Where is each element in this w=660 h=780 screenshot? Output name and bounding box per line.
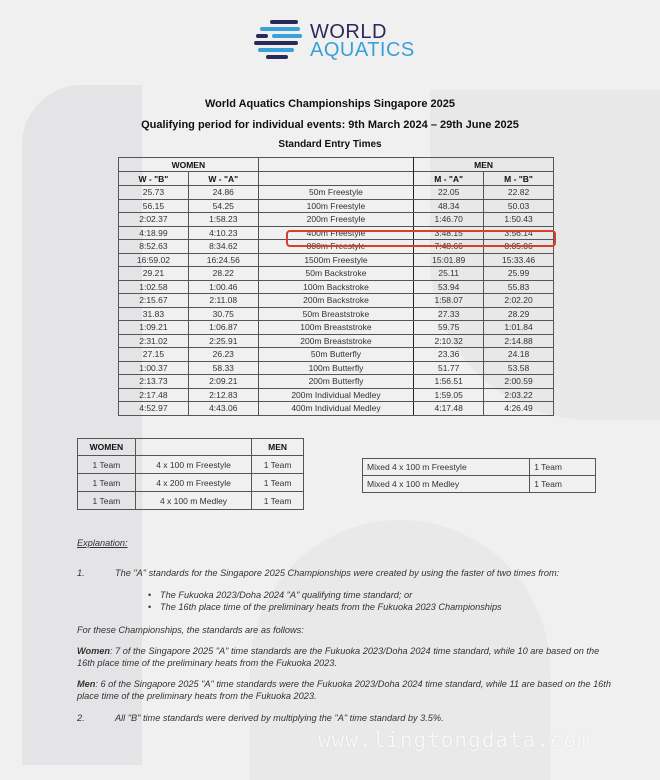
time-men-b: 22.82 bbox=[484, 186, 554, 200]
standards-row bbox=[119, 280, 554, 294]
time-women-a: 2:25.91 bbox=[188, 334, 258, 348]
time-women-b: 8:52.63 bbox=[119, 240, 189, 254]
explanation-heading: Explanation: bbox=[77, 538, 128, 548]
event-name: 50m Breaststroke bbox=[258, 307, 414, 321]
time-men-a: 51.77 bbox=[414, 361, 484, 375]
time-women-b: 2:13.73 bbox=[119, 375, 189, 389]
bullet-1 bbox=[148, 589, 608, 601]
time-men-b: 15:33.46 bbox=[484, 253, 554, 267]
time-women-b: 4:52.97 bbox=[119, 402, 189, 416]
men-standards-note bbox=[77, 678, 617, 702]
event-name: 200m Individual Medley bbox=[258, 388, 414, 402]
time-men-a: 1:58.07 bbox=[414, 294, 484, 308]
relay-women-teams: 1 Team bbox=[78, 456, 136, 474]
event-name: 100m Breaststroke bbox=[258, 321, 414, 335]
relay-men-teams: 1 Team bbox=[252, 492, 304, 510]
time-men-a: 25.11 bbox=[414, 267, 484, 281]
standards-row bbox=[119, 213, 554, 227]
time-women-b: 2:17.48 bbox=[119, 388, 189, 402]
bullet-dot-icon: • bbox=[148, 602, 152, 612]
standards-row bbox=[119, 253, 554, 267]
standards-table bbox=[118, 157, 554, 416]
mixed-relay-row bbox=[363, 476, 596, 493]
time-men-b: 1:01.84 bbox=[484, 321, 554, 335]
time-men-b: 24.18 bbox=[484, 348, 554, 362]
time-men-b: 8:05.06 bbox=[484, 240, 554, 254]
standards-row bbox=[119, 334, 554, 348]
bullet-dot-icon: • bbox=[148, 590, 152, 600]
event-header-blank bbox=[258, 158, 414, 172]
logo-text-aquatics: AQUATICS bbox=[310, 39, 415, 61]
event-name: 200m Breaststroke bbox=[258, 334, 414, 348]
men-note-text: : 6 of the Singapore 2025 "A" time standards were the Fukuoka 2023/Doha 2024 time standard, while 11 are based on the 16th place time of the preliminary heats from the Fukuoka 2023. bbox=[77, 679, 611, 701]
time-men-a: 48.34 bbox=[414, 199, 484, 213]
event-name: 1500m Freestyle bbox=[258, 253, 414, 267]
relay-women-header: WOMEN bbox=[78, 439, 136, 456]
event-header-blank bbox=[258, 172, 414, 186]
time-men-b: 3:56.14 bbox=[484, 226, 554, 240]
time-women-b: 1:00.37 bbox=[119, 361, 189, 375]
time-men-a: 22.05 bbox=[414, 186, 484, 200]
time-women-a: 26.23 bbox=[188, 348, 258, 362]
relay-men-teams: 1 Team bbox=[252, 456, 304, 474]
mixed-relay-event: Mixed 4 x 100 m Freestyle bbox=[363, 459, 530, 476]
time-men-a: 23.36 bbox=[414, 348, 484, 362]
time-women-b: 1:09.21 bbox=[119, 321, 189, 335]
col-header-wb: W - "B" bbox=[119, 172, 189, 186]
time-women-a: 4:10.23 bbox=[188, 226, 258, 240]
time-women-a: 58.33 bbox=[188, 361, 258, 375]
relay-women-teams: 1 Team bbox=[78, 492, 136, 510]
event-name: 200m Backstroke bbox=[258, 294, 414, 308]
time-men-b: 2:14.88 bbox=[484, 334, 554, 348]
event-name: 100m Freestyle bbox=[258, 199, 414, 213]
time-men-b: 50.03 bbox=[484, 199, 554, 213]
time-men-b: 2:00.59 bbox=[484, 375, 554, 389]
event-name: 200m Butterfly bbox=[258, 375, 414, 389]
standards-row bbox=[119, 321, 554, 335]
qualifying-period: Qualifying period for individual events: 9th March 2024 – 29th June 2025 bbox=[141, 119, 519, 131]
time-women-b: 27.15 bbox=[119, 348, 189, 362]
logo-mark-icon bbox=[252, 18, 308, 63]
relay-event: 4 x 200 m Freestyle bbox=[135, 474, 251, 492]
watermark: www.lingtongdata.com bbox=[318, 728, 591, 752]
standards-row bbox=[119, 348, 554, 362]
time-women-b: 4:18.99 bbox=[119, 226, 189, 240]
time-women-a: 54.25 bbox=[188, 199, 258, 213]
mixed-relay-row bbox=[363, 459, 596, 476]
time-men-a: 7:48.66 bbox=[414, 240, 484, 254]
col-header-ma: M - "A" bbox=[414, 172, 484, 186]
time-men-b: 2:02.20 bbox=[484, 294, 554, 308]
standards-row bbox=[119, 294, 554, 308]
standards-intro: For these Championships, the standards are as follows: bbox=[77, 625, 304, 635]
time-women-a: 4:43.06 bbox=[188, 402, 258, 416]
time-women-a: 1:00.46 bbox=[188, 280, 258, 294]
point-1-text: The "A" standards for the Singapore 2025 Championships were created by using the faster of two times from: bbox=[115, 568, 560, 578]
time-men-a: 1:59.05 bbox=[414, 388, 484, 402]
time-women-b: 31.83 bbox=[119, 307, 189, 321]
standards-row bbox=[119, 402, 554, 416]
time-men-a: 1:56.51 bbox=[414, 375, 484, 389]
time-women-a: 30.75 bbox=[188, 307, 258, 321]
time-women-b: 2:31.02 bbox=[119, 334, 189, 348]
time-women-b: 16:59.02 bbox=[119, 253, 189, 267]
time-men-a: 3:48.15 bbox=[414, 226, 484, 240]
time-men-a: 15:01.89 bbox=[414, 253, 484, 267]
time-women-b: 56.15 bbox=[119, 199, 189, 213]
standards-row bbox=[119, 186, 554, 200]
bullet-2 bbox=[148, 601, 608, 613]
time-men-b: 1:50.43 bbox=[484, 213, 554, 227]
relay-event-header-blank bbox=[135, 439, 251, 456]
standards-row bbox=[119, 307, 554, 321]
men-header: MEN bbox=[414, 158, 554, 172]
time-men-b: 28.29 bbox=[484, 307, 554, 321]
relay-men-teams: 1 Team bbox=[252, 474, 304, 492]
event-name: 100m Backstroke bbox=[258, 280, 414, 294]
event-name: 400m Freestyle bbox=[258, 226, 414, 240]
time-women-a: 24.86 bbox=[188, 186, 258, 200]
relay-men-header: MEN bbox=[252, 439, 304, 456]
relay-women-teams: 1 Team bbox=[78, 474, 136, 492]
standards-row bbox=[119, 388, 554, 402]
relay-row bbox=[78, 492, 304, 510]
event-name: 50m Backstroke bbox=[258, 267, 414, 281]
relay-event: 4 x 100 m Medley bbox=[135, 492, 251, 510]
time-men-a: 27.33 bbox=[414, 307, 484, 321]
col-header-wa: W - "A" bbox=[188, 172, 258, 186]
mixed-relay-event: Mixed 4 x 100 m Medley bbox=[363, 476, 530, 493]
time-women-a: 28.22 bbox=[188, 267, 258, 281]
women-standards-note bbox=[77, 645, 617, 669]
document-title: World Aquatics Championships Singapore 2025 bbox=[205, 98, 455, 110]
table-subtitle: Standard Entry Times bbox=[278, 139, 382, 150]
standards-row bbox=[119, 375, 554, 389]
time-men-b: 2:03.22 bbox=[484, 388, 554, 402]
event-name: 200m Freestyle bbox=[258, 213, 414, 227]
explanation-point-2 bbox=[77, 712, 617, 724]
time-women-b: 29.21 bbox=[119, 267, 189, 281]
standards-row bbox=[119, 361, 554, 375]
time-men-b: 25.99 bbox=[484, 267, 554, 281]
women-header: WOMEN bbox=[119, 158, 259, 172]
standards-row bbox=[119, 199, 554, 213]
world-aquatics-logo bbox=[252, 18, 432, 63]
col-header-mb: M - "B" bbox=[484, 172, 554, 186]
time-women-a: 2:11.08 bbox=[188, 294, 258, 308]
time-women-a: 8:34.62 bbox=[188, 240, 258, 254]
time-men-b: 53.58 bbox=[484, 361, 554, 375]
time-women-a: 2:12.83 bbox=[188, 388, 258, 402]
time-women-b: 2:02.37 bbox=[119, 213, 189, 227]
women-lead: Women bbox=[77, 646, 111, 656]
time-women-b: 1:02.58 bbox=[119, 280, 189, 294]
highlight-400m-freestyle bbox=[286, 230, 556, 247]
mixed-relay-teams: 1 Team bbox=[530, 459, 596, 476]
bullet-1-text: The Fukuoka 2023/Doha 2024 "A" qualifying time standard; or bbox=[160, 590, 413, 600]
time-women-a: 1:06.87 bbox=[188, 321, 258, 335]
time-women-b: 25.73 bbox=[119, 186, 189, 200]
time-women-b: 2:15.67 bbox=[119, 294, 189, 308]
time-men-b: 55.83 bbox=[484, 280, 554, 294]
point-2-text: All "B" time standards were derived by multiplying the "A" time standard by 3.5%. bbox=[115, 713, 444, 723]
relay-table bbox=[77, 438, 304, 510]
men-lead: Men bbox=[77, 679, 96, 689]
time-women-a: 2:09.21 bbox=[188, 375, 258, 389]
event-name: 50m Butterfly bbox=[258, 348, 414, 362]
point-2-number: 2. bbox=[77, 713, 85, 723]
time-men-a: 1:46.70 bbox=[414, 213, 484, 227]
mixed-relay-teams: 1 Team bbox=[530, 476, 596, 493]
time-men-b: 4:26.49 bbox=[484, 402, 554, 416]
time-women-a: 16:24.56 bbox=[188, 253, 258, 267]
women-note-text: : 7 of the Singapore 2025 "A" time standards are the Fukuoka 2023/Doha 2024 time standard, while 10 are based on the 16th place time of the preliminary heats from the Fukuoka 2023. bbox=[77, 646, 600, 668]
standards-row bbox=[119, 267, 554, 281]
explanation-point-1 bbox=[77, 567, 617, 579]
time-men-a: 59.75 bbox=[414, 321, 484, 335]
mixed-relay-table bbox=[362, 458, 596, 493]
logo-text-world: WORLD bbox=[310, 21, 387, 43]
time-men-a: 53.94 bbox=[414, 280, 484, 294]
event-name: 100m Butterfly bbox=[258, 361, 414, 375]
relay-event: 4 x 100 m Freestyle bbox=[135, 456, 251, 474]
bullet-2-text: The 16th place time of the preliminary heats from the Fukuoka 2023 Championships bbox=[160, 602, 502, 612]
event-name: 800m Freestyle bbox=[258, 240, 414, 254]
relay-row bbox=[78, 456, 304, 474]
time-men-a: 4:17.48 bbox=[414, 402, 484, 416]
time-women-a: 1:58.23 bbox=[188, 213, 258, 227]
point-1-number: 1. bbox=[77, 568, 85, 578]
time-men-a: 2:10.32 bbox=[414, 334, 484, 348]
event-name: 400m Individual Medley bbox=[258, 402, 414, 416]
event-name: 50m Freestyle bbox=[258, 186, 414, 200]
relay-row bbox=[78, 474, 304, 492]
